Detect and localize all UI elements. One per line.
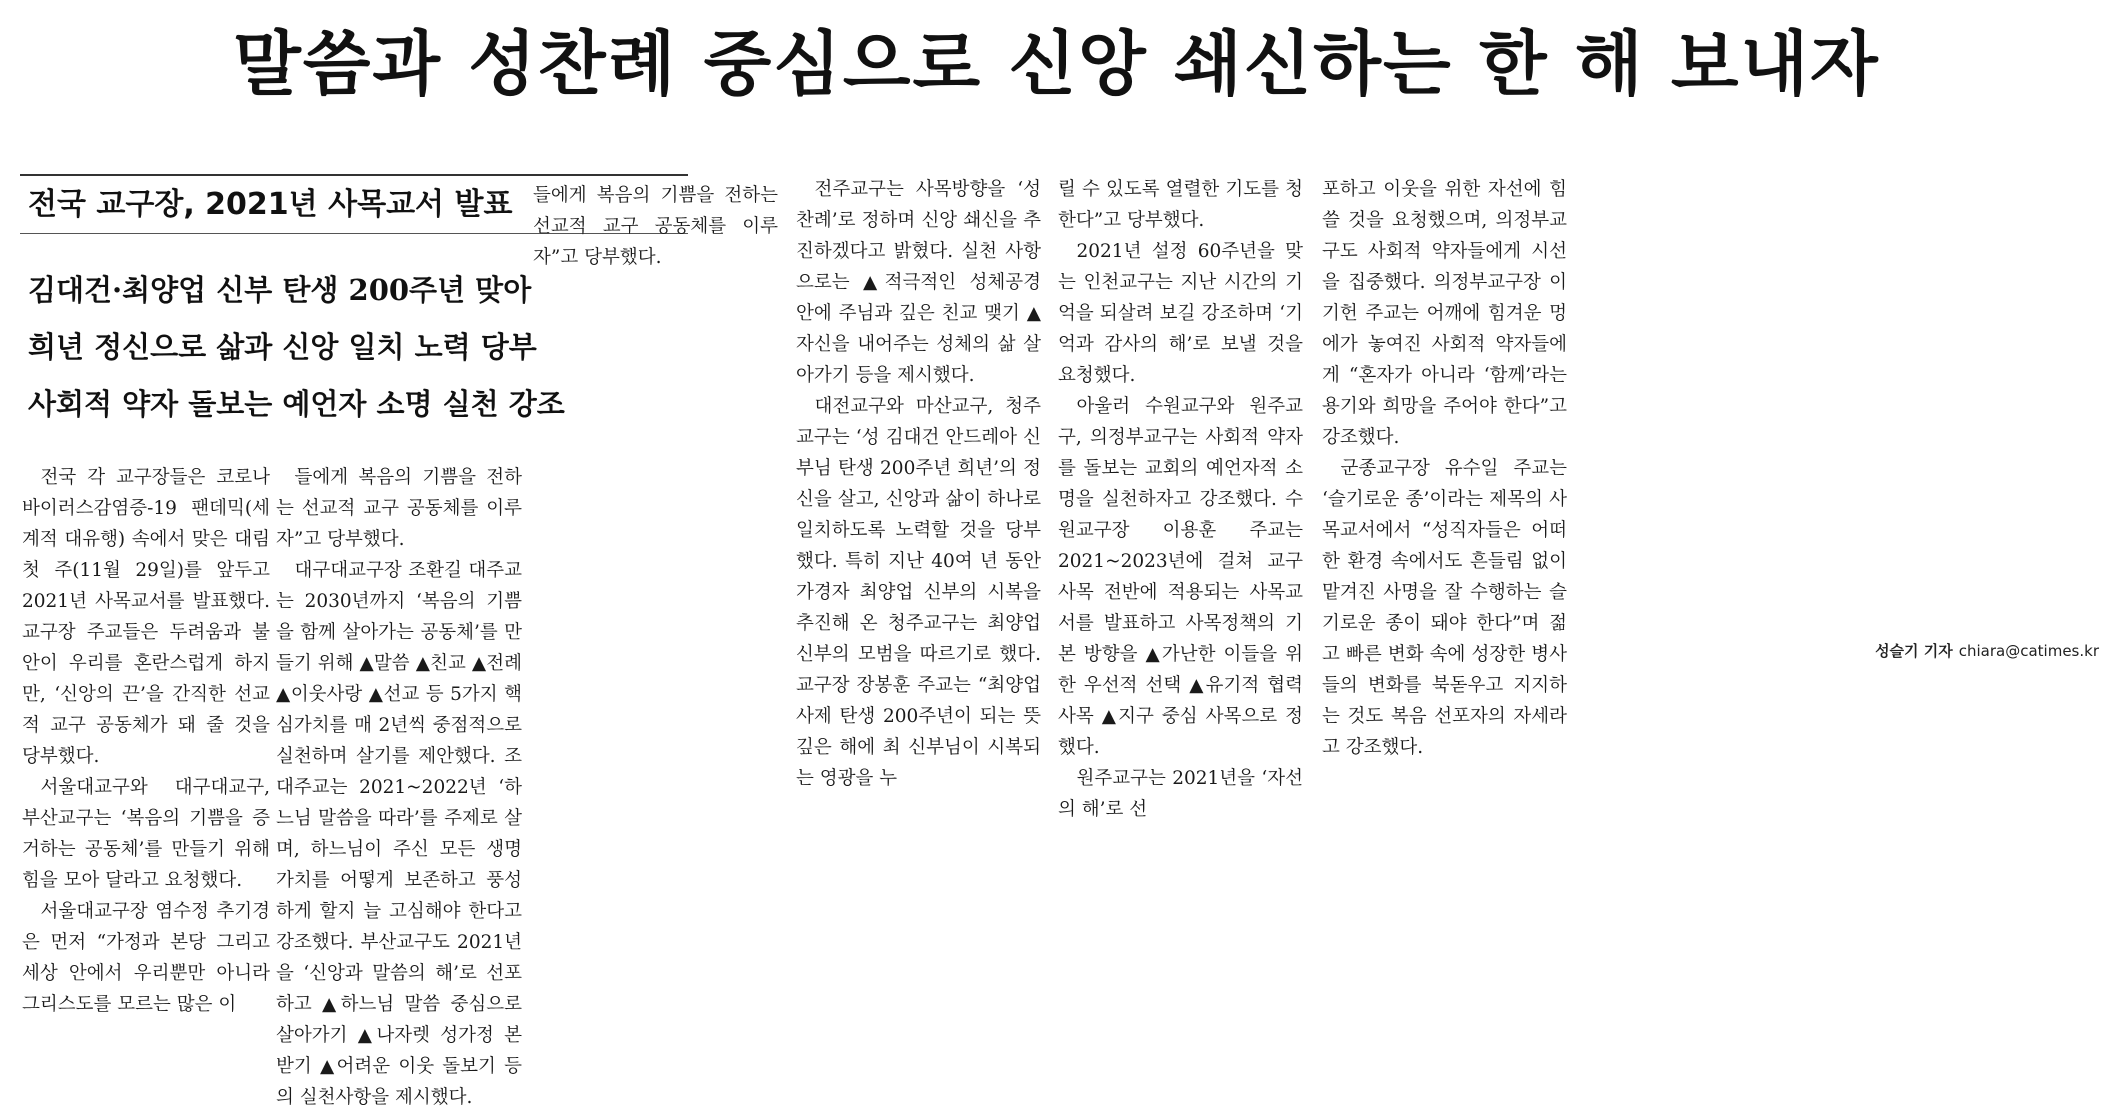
paragraph: 전주교구는 사목방향을 ‘성찬례’로 정하며 신앙 쇄신을 추진하겠다고 밝혔다. 실천 사항으로는 ▲적극적인 성체공경 안에 주님과 깊은 친교 맺기 ▲자신을 내어주는 성체의 삶 살아가기 등을 제시했다. bbox=[796, 179, 1041, 386]
deck-line: 희년 정신으로 삶과 신앙 일치 노력 당부 bbox=[28, 330, 537, 364]
article-column-4 bbox=[796, 174, 1041, 794]
byline bbox=[1875, 640, 2099, 661]
byline-name: 성슬기 기자 bbox=[1875, 642, 1953, 660]
paragraph: 릴 수 있도록 열렬한 기도를 청한다”고 당부했다. bbox=[1058, 179, 1303, 231]
paragraph: 2021년 설정 60주년을 맞는 인천교구는 지난 시간의 기억을 되살려 보길 강조하며 ‘기억과 감사의 해’로 보낼 것을 요청했다. bbox=[1058, 241, 1303, 386]
byline-email: chiara@catimes.kr bbox=[1958, 642, 2099, 660]
deck-line: 김대건·최양업 신부 탄생 200주년 맞아 bbox=[28, 273, 532, 307]
paragraph: 들에게 복음의 기쁨을 전하는 선교적 교구 공동체를 이루자”고 당부했다. bbox=[276, 467, 522, 550]
article-column-3 bbox=[533, 180, 778, 273]
paragraph: 대구대교구장 조환길 대주교는 2030년까지 ‘복음의 기쁨을 함께 살아가는 공동체’를 만들기 위해 ▲말씀 ▲친교 ▲전례 ▲이웃사랑 ▲선교 등 5가지 핵심가치를 매 2년씩 중점적으로 실천하며 살기를 제안했다. 조 대주교는 2021~2022년 ‘하느님 말씀을 따라’를 주제로 살며, 하느님이 주신 모든 생명 가치를 어떻게 보존하고 풍성하게 할지 늘 고심해야 한다고 강조했다. 부산교구도 2021년을 ‘신앙과 말씀의 해’로 선포하고 ▲하느님 말씀 중심으로 살아가기 ▲나자렛 성가정 본받기 ▲어려운 이웃 돌보기 등의 실천사항을 제시했다. bbox=[276, 560, 522, 1108]
deck-line: 사회적 약자 돌보는 예언자 소명 실천 강조 bbox=[28, 387, 565, 421]
paragraph: 전국 각 교구장들은 코로나바이러스감염증-19 팬데믹(세계적 대유행) 속에서 맞은 대림 첫 주(11월 29일)를 앞두고 2021년 사목교서를 발표했다. 교구장 주교들은 두려움과 불안이 우리를 혼란스럽게 하지만, ‘신앙의 끈’을 간직한 선교적 교구 공동체가 돼 줄 것을 당부했다. bbox=[22, 467, 270, 767]
article-column-2 bbox=[276, 462, 522, 1113]
deck bbox=[28, 262, 688, 433]
paragraph: 서울대교구와 대구대교구, 부산교구는 ‘복음의 기쁨을 증거하는 공동체’를 만들기 위해 힘을 모아 달라고 요청했다. bbox=[22, 777, 270, 891]
headline: 말씀과 성찬례 중심으로 신앙 쇄신하는 한 해 보내자 bbox=[233, 23, 1880, 105]
paragraph: 대전교구와 마산교구, 청주교구는 ‘성 김대건 안드레아 신부님 탄생 200주년 희년’의 정신을 살고, 신앙과 삶이 하나로 일치하도록 노력할 것을 당부했다. 특히 지난 40여 년 동안 가경자 최양업 신부의 시복을 추진해 온 청주교구는 최양업 신부의 모범을 따르기로 했다. 교구장 장봉훈 주교는 “최양업 사제 탄생 200주년이 되는 뜻깊은 해에 최 신부님이 시복되는 영광을 누 bbox=[796, 396, 1041, 789]
paragraph: 포하고 이웃을 위한 자선에 힘쓸 것을 요청했으며, 의정부교구도 사회적 약자들에게 시선을 집중했다. 의정부교구장 이기헌 주교는 어깨에 힘겨운 멍에가 놓여진 사회적 약자들에게 “혼자가 아니라 ‘함께’라는 용기와 희망을 주어야 한다”고 강조했다. bbox=[1322, 179, 1567, 448]
article-column-1 bbox=[22, 462, 270, 1020]
paragraph: 원주교구는 2021년을 ‘자선의 해’로 선 bbox=[1058, 768, 1303, 820]
subtitle: 전국 교구장, 2021년 사목교서 발표 bbox=[28, 187, 513, 222]
subtitle-top-rule bbox=[20, 174, 688, 176]
article-column-5 bbox=[1058, 174, 1303, 825]
paragraph: 서울대교구장 염수정 추기경은 먼저 “가정과 본당 그리고 세상 안에서 우리뿐만 아니라 그리스도를 모르는 많은 이 bbox=[22, 901, 270, 1015]
paragraph: 아울러 수원교구와 원주교구, 의정부교구는 사회적 약자를 돌보는 교회의 예언자적 소명을 실천하자고 강조했다. 수원교구장 이용훈 주교는 2021~2023년에 걸쳐 교구 사목 전반에 적용되는 사목교서를 발표하고 사목정책의 기본 방향을 ▲가난한 이들을 위한 우선적 선택 ▲유기적 협력 사목 ▲지구 중심 사목으로 정했다. bbox=[1058, 396, 1303, 758]
paragraph: 들에게 복음의 기쁨을 전하는 선교적 교구 공동체를 이루자”고 당부했다. bbox=[533, 185, 778, 268]
article-column-6 bbox=[1322, 174, 1567, 763]
paragraph: 군종교구장 유수일 주교는 ‘슬기로운 종’이라는 제목의 사목교서에서 “성직자들은 어떠한 환경 속에서도 흔들림 없이 맡겨진 사명을 잘 수행하는 슬기로운 종이 돼야 한다”며 젊고 빠른 변화 속에 성장한 병사들의 변화를 북돋우고 지지하는 것도 복음 선포자의 자세라고 강조했다. bbox=[1322, 458, 1567, 758]
